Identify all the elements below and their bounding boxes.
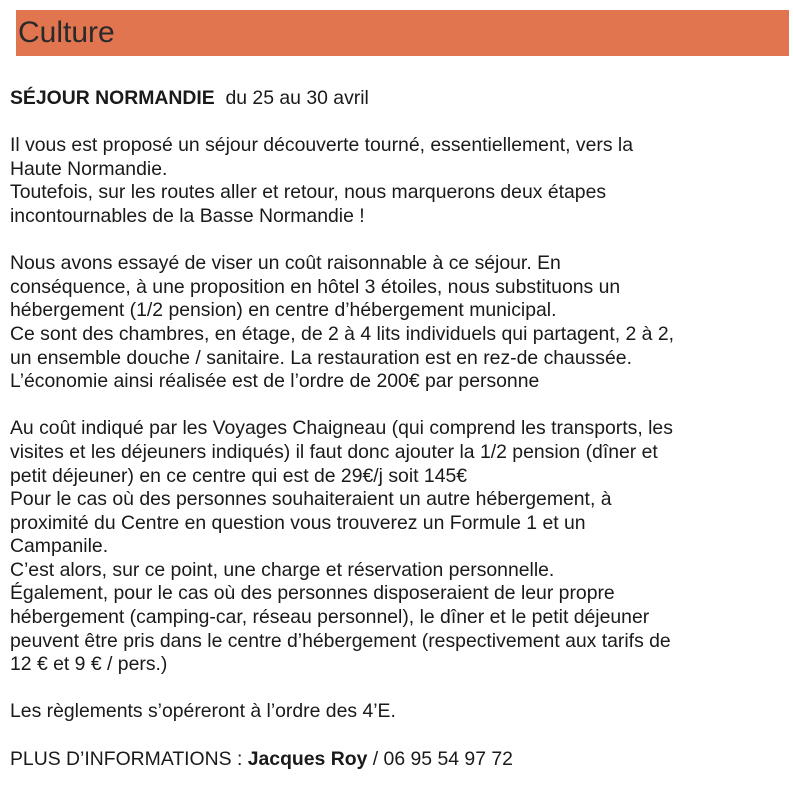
text-line: hébergement (camping-car, réseau personnel), le dîner et le petit déjeuner: [10, 606, 650, 629]
text-line: L’économie ainsi réalisée est de l’ordre de 200€ par personne: [10, 370, 540, 393]
text-line: 12 € et 9 € / pers.): [10, 653, 168, 676]
text-line: Pour le cas où des personnes souhaiteraient un autre hébergement, à: [10, 488, 612, 511]
paragraph-intro: [10, 134, 785, 228]
trip-dates: du 25 au 30 avril: [214, 87, 369, 109]
paragraph-costs: [10, 417, 785, 677]
text-line: conséquence, à une proposition en hôtel 3 étoiles, nous substituons un: [10, 275, 621, 298]
text-line: Les règlements s’opéreront à l’ordre des 4’E.: [10, 700, 396, 723]
text-line: visites et les déjeuners indiqués) il faut donc ajouter la 1/2 pension (dîner et: [10, 440, 658, 463]
text-line: un ensemble douche / sanitaire. La restauration est en rez-de chaussée.: [10, 346, 632, 369]
section-header-bar: [16, 10, 789, 56]
article-heading: [10, 87, 785, 111]
text-line: petit déjeuner) en ce centre qui est de 29€/j soit 145€: [10, 464, 468, 487]
section-title: Culture: [18, 16, 115, 49]
text-line: Ce sont des chambres, en étage, de 2 à 4 lits individuels qui partagent, 2 à 2,: [10, 322, 675, 345]
spacer: [10, 724, 785, 748]
text-line: Campanile.: [10, 535, 109, 558]
text-line: hébergement (1/2 pension) en centre d’hébergement municipal.: [10, 299, 557, 322]
text-line: proximité du Centre en question vous trouverez un Formule 1 et un: [10, 511, 586, 534]
text-line: peuvent être pris dans le centre d’hébergement (respectivement aux tarifs de: [10, 629, 671, 652]
paragraph-accommodation: [10, 252, 785, 394]
contact-name: Jacques Roy: [247, 747, 368, 770]
text-line: Toutefois, sur les routes aller et retour, nous marquerons deux étapes: [10, 181, 607, 204]
text-line: Il vous est proposé un séjour découverte tourné, essentiellement, vers la: [10, 134, 633, 157]
text-line: incontournables de la Basse Normandie !: [10, 204, 365, 227]
contact-phone: 06 95 54 97 72: [383, 747, 513, 770]
text-line: C’est alors, sur ce point, une charge et réservation personnelle.: [10, 558, 555, 581]
spacer: [10, 111, 785, 135]
spacer: [10, 394, 785, 418]
spacer: [10, 677, 785, 701]
contact-label: PLUS D’INFORMATIONS :: [10, 747, 248, 770]
contact-separator: /: [367, 747, 384, 770]
spacer: [10, 229, 785, 253]
contact-line: [10, 748, 785, 772]
text-line: Haute Normandie.: [10, 157, 168, 180]
paragraph-payment: [10, 700, 785, 724]
article-body: [10, 87, 785, 771]
text-line: Au coût indiqué par les Voyages Chaigneau (qui comprend les transports, les: [10, 417, 673, 440]
text-line: Nous avons essayé de viser un coût raisonnable à ce séjour. En: [10, 252, 561, 275]
trip-title: SÉJOUR NORMANDIE: [10, 87, 215, 109]
text-line: Également, pour le cas où des personnes disposeraient de leur propre: [10, 582, 615, 605]
